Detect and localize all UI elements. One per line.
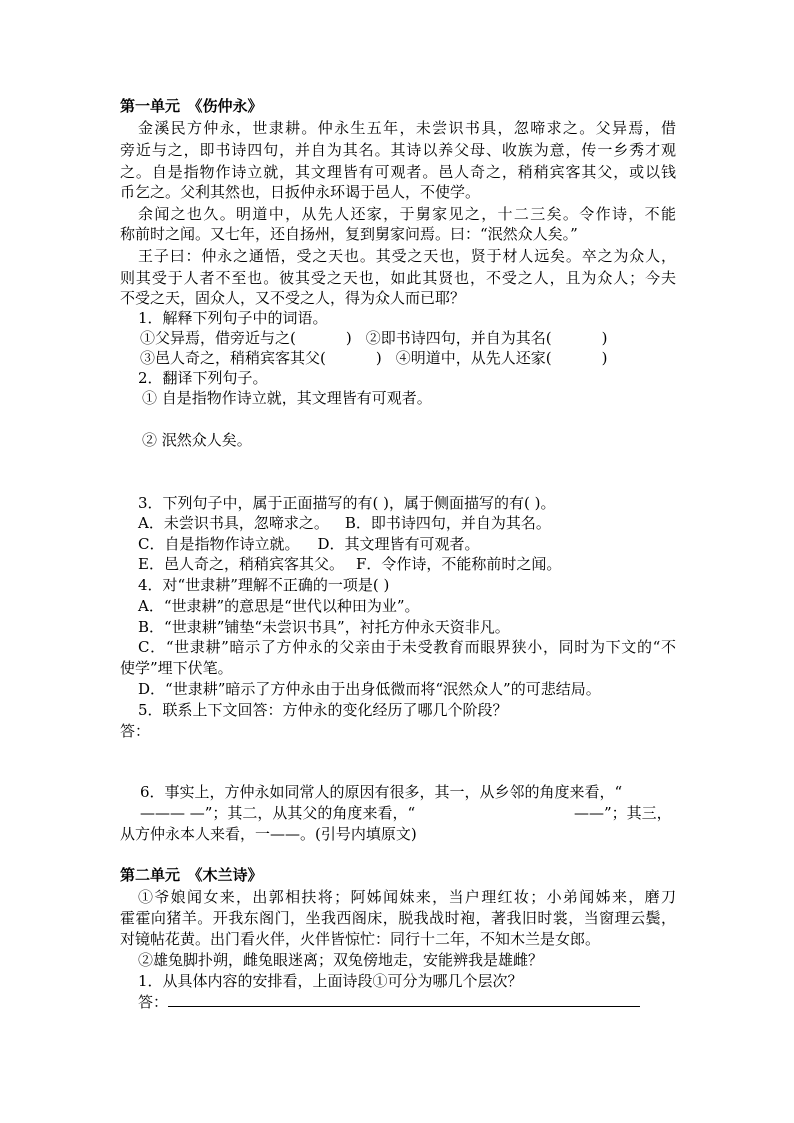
unit1-p3-line3: 不受之天，固众人，又不受之人，得为众人而已耶？ [120,289,466,307]
q2-sentence2: ② 泯然众人矣。 [142,431,252,449]
unit1-p3-line1: 王子曰：仲永之通悟，受之天也。其受之天也，贤于材人远矣。卒之为众人， [138,247,676,265]
q3-option-c: C．自是指物作诗立就。 [138,535,300,553]
unit1-p3-line2: 则其受于人者不至也。彼其受之天也，如此其贤也，不受之人，且为众人；今夫 [120,269,676,287]
unit2-q1-answer-row [138,992,640,1012]
q4-option-c-line2: 使学”埋下伏笔。 [120,659,233,677]
q3-option-f: F．令作诗，不能称前时之闻。 [355,555,562,573]
q3-option-e: E．邑人奇之，稍稍宾客其父。 [138,555,344,573]
unit2-title: 第二单元 《木兰诗》 [120,866,263,884]
q3-option-a: A．未尝识书具，忽啼求之。 [138,514,329,532]
q2-stem: 2．翻译下列句子。 [138,369,268,387]
q4-option-a: A．“世隶耕”的意思是“世代以种田为业”。 [138,597,420,615]
unit1-p2-line1: 余闻之也久。明道中，从先人还家，于舅家见之，十二三矣。令作诗，不能 [138,205,676,223]
q4-option-c-line1: C．“世隶耕”暗示了方仲永的父亲由于未受教育而眼界狭小，同时为下文的“不 [138,638,676,656]
answer-line[interactable] [168,992,640,1007]
q1-item1-close: ) [345,329,352,347]
unit2-p1-line3: 对镜帖花黄。出门看火伴，火伴皆惊忙：同行十二年，不知木兰是女郎。 [120,930,601,948]
q5-answer-label: 答： [120,722,151,740]
unit2-p1-line2: 霍霍向猪羊。开我东阁门，坐我西阁床，脱我战时袍，著我旧时裳，当窗理云鬓， [120,909,676,927]
unit2-p2: ②雄兔脚扑朔，雌兔眼迷离；双兔傍地走，安能辨我是雄雌？ [138,951,544,969]
q4-option-d: D．“世隶耕”暗示了方仲永由于出身低微而将“泯然众人”的可悲结局。 [138,680,601,698]
unit1-title: 第一单元 《伤仲永》 [120,97,263,115]
q3-row1 [138,513,551,533]
q1-stem: 1．解释下列句子中的词语。 [138,309,328,327]
q1-item4: ④明道中，从先人还家( [395,349,552,367]
unit2-p1-line1: ①爷娘闻女来，出郭相扶将；阿姊闻妹来，当户理红妆；小弟闻姊来，磨刀 [138,888,676,906]
unit1-p1-line2: 旁近与之，即书诗四句，并自为其名。其诗以养父母、收族为意，传一乡秀才观 [120,141,676,159]
q1-item1: ①父异焉，借旁近与之( [140,329,296,347]
unit1-p1-line4: 币乞之。父利其然也，日扳仲永环谒于邑人，不使学。 [120,183,481,201]
q3-option-b: B．即书诗四句，并自为其名。 [344,514,551,532]
q6-line1: 6．事实上，方仲永如同常人的原因有很多，其一，从乡邻的角度来看，“ [140,783,623,801]
q1-items-row1 [140,328,607,348]
q4-option-b: B．“世隶耕”铺垫“未尝识书具”，衬托方仲永天资非凡。 [138,618,510,636]
q6-line2b: ——”；其三， [574,804,672,822]
q5-stem: 5．联系上下文回答：方仲永的变化经历了哪几个阶段？ [138,701,508,719]
unit2-q1-stem: 1．从具体内容的安排看，上面诗段①可分为哪几个层次？ [138,972,523,990]
q6-line3: 从方仲永本人来看，一——。(引号内填原文) [120,825,417,843]
q1-item4-close: ) [601,349,608,367]
q3-option-d: D．其文理皆有可观者。 [317,535,480,553]
q3-row3 [138,554,561,574]
q1-item2-close: ) [601,329,608,347]
q3-stem: 3．下列句子中，属于正面描写的有( )，属于侧面描写的有( )。 [138,494,556,512]
unit2-q1-answer-label: 答： [138,993,169,1011]
q1-item3-close: ) [375,349,382,367]
unit1-p2-line2: 称前时之闻。又七年，还自扬州，复到舅家问焉。曰：“泯然众人矣。” [120,225,578,243]
unit1-p1-line1: 金溪民方仲永，世隶耕。仲永生五年，未尝识书具，忽啼求之。父异焉，借 [138,119,676,137]
q1-item2: ②即书诗四句，并自为其名( [365,329,552,347]
unit1-p1-line3: 之。自是指物作诗立就，其文理皆有可观者。邑人奇之，稍稍宾客其父，或以钱 [120,163,676,181]
q2-sentence1: ① 自是指物作诗立就，其文理皆有可观者。 [142,389,432,407]
q1-items-row2 [140,348,607,368]
q3-row2 [138,534,480,554]
q6-line2a: ——— —”；其二，从其父的角度来看，“ [140,804,416,822]
q4-stem: 4．对“世隶耕”理解不正确的一项是( ) [138,576,390,594]
q1-item3: ③邑人奇之，稍稍宾客其父( [140,349,326,367]
